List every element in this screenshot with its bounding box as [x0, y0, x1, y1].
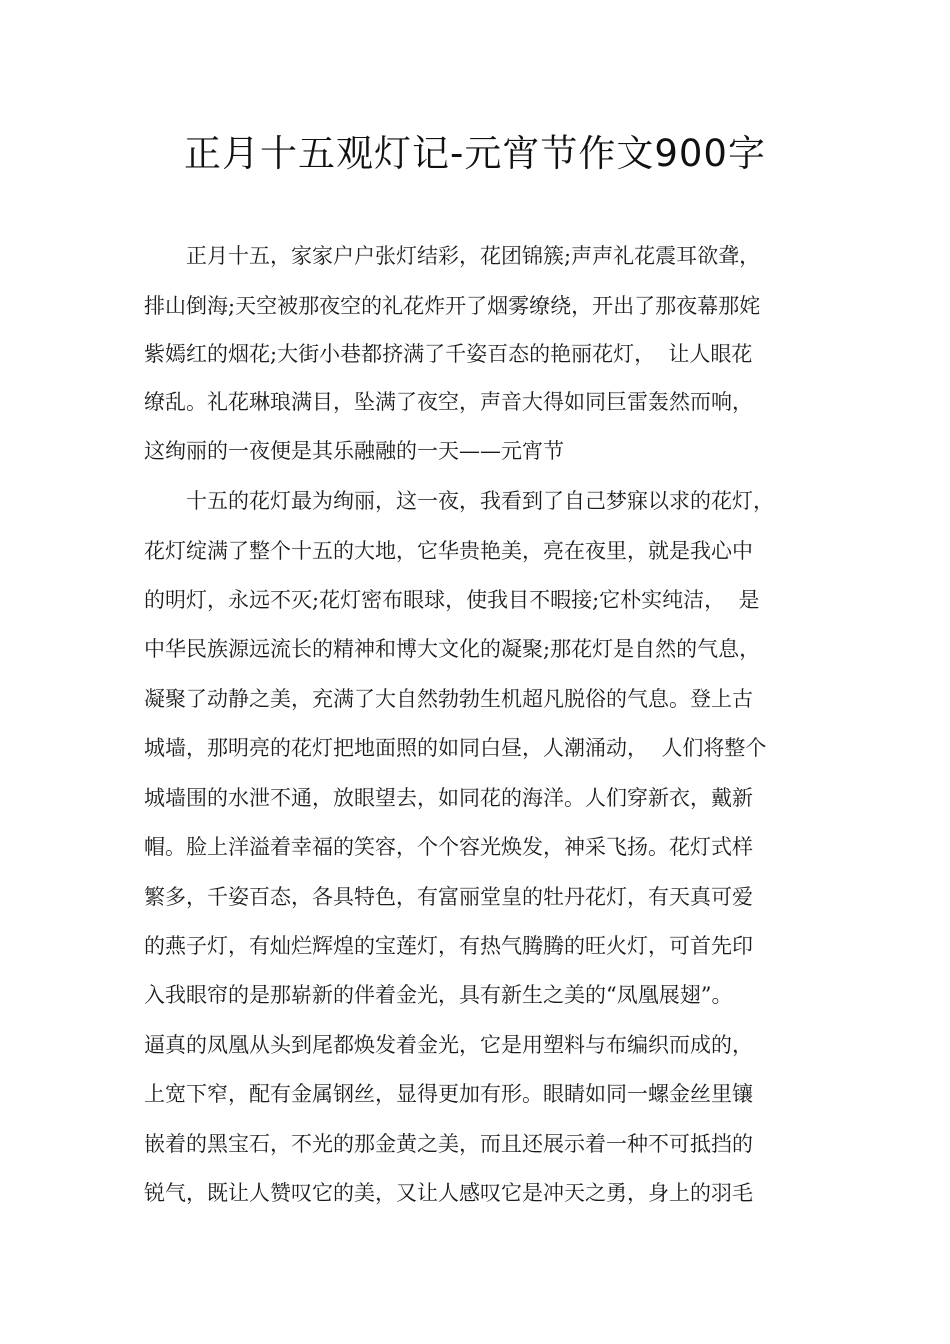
paragraph-1-line-2: 排山倒海;天空被那夜空的礼花炸开了烟雾缭绕，开出了那夜幕那姹 — [144, 294, 761, 318]
paragraph-2-line-13: 上宽下窄，配有金属钢丝，显得更加有形。眼睛如同一螺金丝里镶 — [144, 1082, 753, 1106]
paragraph-2-line-9: 繁多，千姿百态，各具特色，有富丽堂皇的牡丹花灯，有天真可爱 — [144, 885, 753, 909]
paragraph-2-line-4: 中华民族源远流长的精神和博大文化的凝聚;那花灯是自然的气息， — [144, 637, 761, 661]
paragraph-2-line-5: 凝聚了动静之美，充满了大自然勃勃生机超凡脱俗的气息。登上古 — [144, 687, 753, 711]
paragraph-1-line-4: 缭乱。礼花琳琅满目，坠满了夜空，声音大得如同巨雷轰然而响， — [144, 390, 753, 414]
document-title: 正月十五观灯记-元宵节作文900字 — [184, 132, 766, 175]
paragraph-2-line-15: 锐气，既让人赞叹它的美，又让人感叹它是冲天之勇，身上的羽毛 — [144, 1181, 753, 1205]
paragraph-2-line-2: 花灯绽满了整个十五的大地，它华贵艳美，亮在夜里，就是我心中 — [144, 539, 753, 563]
paragraph-1-line-1: 正月十五，家家户户张灯结彩，花团锦簇;声声礼花震耳欲聋， — [144, 244, 761, 268]
paragraph-2-line-6: 城墙，那明亮的花灯把地面照的如同白昼，人潮涌动， 人们将整个 — [144, 736, 767, 760]
paragraph-2-line-14: 嵌着的黑宝石，不光的那金黄之美，而且还展示着一种不可抵挡的 — [144, 1132, 753, 1156]
paragraph-2-line-11: 入我眼帘的是那崭新的伴着金光，具有新生之美的“凤凰展翅”。 — [144, 983, 733, 1007]
paragraph-2-line-3: 的明灯，永远不灭;花灯密布眼球，使我目不暇接;它朴实纯洁， 是 — [144, 588, 760, 612]
paragraph-2-line-8: 帽。脸上洋溢着幸福的笑容，个个容光焕发，神采飞扬。花灯式样 — [144, 835, 753, 859]
paragraph-1-line-5: 这绚丽的一夜便是其乐融融的一天——元宵节 — [144, 439, 564, 463]
paragraph-2-line-10: 的燕子灯，有灿烂辉煌的宝莲灯，有热气腾腾的旺火灯，可首先印 — [144, 934, 753, 958]
paragraph-2-line-1: 十五的花灯最为绚丽，这一夜，我看到了自己梦寐以求的花灯， — [144, 489, 774, 513]
paragraph-1-line-3: 紫嫣红的烟花;大街小巷都挤满了千姿百态的艳丽花灯， 让人眼花 — [144, 342, 753, 366]
paragraph-2-line-7: 城墙围的水泄不通，放眼望去，如同花的海洋。人们穿新衣，戴新 — [144, 786, 753, 810]
paragraph-2-line-12: 逼真的凤凰从头到尾都焕发着金光，它是用塑料与布编织而成的， — [144, 1033, 753, 1057]
